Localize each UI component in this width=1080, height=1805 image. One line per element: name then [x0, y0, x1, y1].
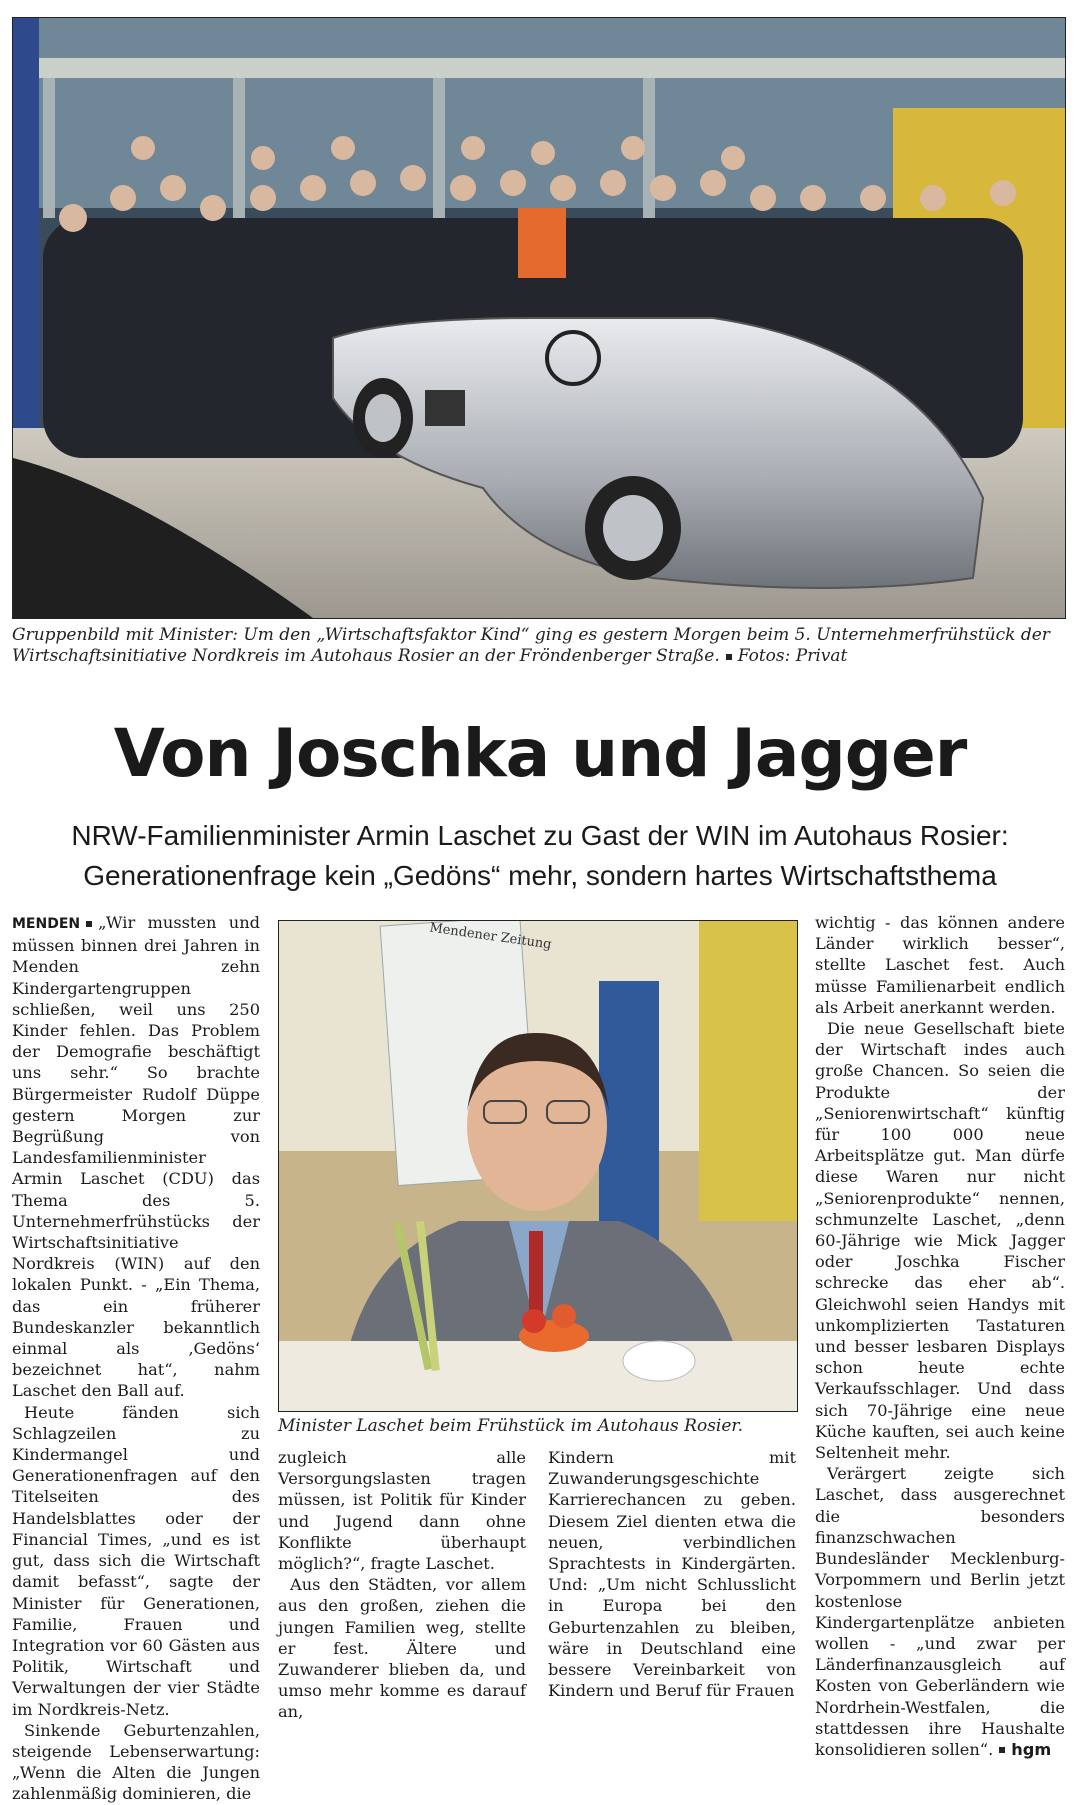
photo-credit: Fotos: Privat	[737, 646, 848, 666]
author-signature: hgm	[1011, 1739, 1052, 1759]
article-column-1	[12, 912, 260, 1805]
paragraph: Sinkende Geburtenzahlen, steigende Lebenserwartung: „Wenn die Alten die Jungen zahlenmäßig dominieren, die	[12, 1720, 260, 1804]
paragraph	[815, 1463, 1065, 1760]
paragraph: zugleich alle Versorgungslasten tragen müssen, ist Politik für Kinder und Jugend dann ohne Konflikte überhaupt möglich?“, fragte Laschet.	[278, 1448, 526, 1574]
minister-photo-caption: Minister Laschet beim Frühstück im Autohaus Rosier.	[278, 1416, 744, 1436]
paragraph: wichtig - das können andere Länder wirklich besser“, stellte Laschet fest. Auch müsse Familienarbeit endlich als Arbeit anerkannt werden.	[815, 913, 1065, 1017]
group-photo-illustration	[13, 18, 1065, 618]
minister-photo-illustration	[279, 921, 797, 1411]
dateline: MENDEN	[12, 916, 81, 932]
newspaper-label: Mendener Zeitung	[428, 920, 553, 953]
paragraph: Kindern mit Zuwanderungsgeschichte Karrierechancen zu geben. Diesem Ziel dienten etwa die neuen, verbindlichen Sprachtests in Kindergärten. Und: „Um nicht Schlusslicht in Europa bei den Geburtenzahlen zu bleiben, wäre in Deutschland eine bessere Vereinbarkeit von Kindern und Beruf für Frauen	[548, 1448, 796, 1701]
bullet-icon	[86, 921, 92, 927]
group-photo-caption	[12, 625, 1064, 667]
paragraph: Die neue Gesellschaft biete der Wirtschaft indes auch große Chancen. So seien die Produkte der „Seniorenwirtschaft“ künftig für 100 000 neue Arbeitsplätze gut. Man dürfe diese Waren nur nicht „Seniorenprodukte“ nennen, schmunzelte Laschet, „denn 60-Jährige wie Mick Jagger oder Joschka Fischer schrecke das eher ab“. Gleichwohl seien Handys mit unkomplizierten Tastaturen und besser lesbaren Displays schon heute echte Verkaufsschlager. Und dass sich 70-Jährige eine neue Küche kauften, sei auch keine Seltenheit mehr.	[815, 1019, 1065, 1463]
subheadline-line-1: NRW-Familienminister Armin Laschet zu Gast der WIN im Autohaus Rosier:	[71, 820, 1009, 851]
subheadline-line-2: Generationenfrage kein „Gedöns“ mehr, sondern hartes Wirtschaftsthema	[83, 860, 997, 891]
paragraph: Aus den Städten, vor allem aus den großen, ziehen die jungen Familien weg, stellte er fest. Ältere und Zuwanderer blieben da, und umso mehr komme es darauf an,	[278, 1575, 526, 1722]
minister-photo	[278, 920, 798, 1412]
caption-text: Gruppenbild mit Minister: Um den „Wirtschaftsfaktor Kind“ ging es gestern Morgen beim 5. Unternehmerfrühstück der Wirtschaftsinitiative Nordkreis im Autohaus Rosier an der Fröndenberger Straße.	[12, 625, 1050, 666]
paragraph-text: Verärgert zeigte sich Laschet, dass ausgerechnet die besonders finanzschwachen Bundesländer Mecklenburg-Vorpommern und Berlin jetzt kostenlose Kindergartenplätze anbieten wollen - „und zwar per Länderfinanzausgleich auf Kosten von Geberländern wie Nordrhein-Westfalen, die stattdessen ihre Haushalte konsolidieren sollen“.	[815, 1464, 1065, 1759]
paragraph	[12, 912, 260, 1402]
bullet-icon	[726, 654, 732, 660]
article-column-2	[278, 1447, 526, 1723]
article-headline: Von Joschka und Jagger	[113, 715, 967, 792]
bullet-icon	[999, 1747, 1005, 1753]
paragraph: Heute fänden sich Schlagzeilen zu Kindermangel und Generationenfragen auf den Titelseiten des Handelsblattes oder der Financial Times, „und es ist gut, dass sich die Wirtschaft damit befasst“, sagte der Minister für Generationen, Familie, Frauen und Integration vor 60 Gästen aus Politik, Wirtschaft und Verwaltungen der vier Städte im Nordkreis-Netz.	[12, 1402, 260, 1719]
article-column-3	[548, 1447, 796, 1701]
article-column-4	[815, 912, 1065, 1760]
group-photo	[12, 17, 1066, 619]
paragraph-text: „Wir mussten und müssen binnen drei Jahren in Menden zehn Kindergartengruppen schließen, weil uns 250 Kinder fehlen. Das Problem der Demografie beschäftigt uns sehr.“ So brachte Bürgermeister Rudolf Düppe gestern Morgen zur Begrüßung von Landesfamilienminister Armin Laschet (CDU) das Thema des 5. Unternehmerfrühstücks der Wirtschaftsinitiative Nordkreis (WIN) auf den lokalen Punkt. - „Ein Thema, das ein früherer Bundeskanzler bekanntlich einmal als ‚Gedöns‘ bezeichnet hat“, nahm Laschet den Ball auf.	[12, 913, 260, 1401]
